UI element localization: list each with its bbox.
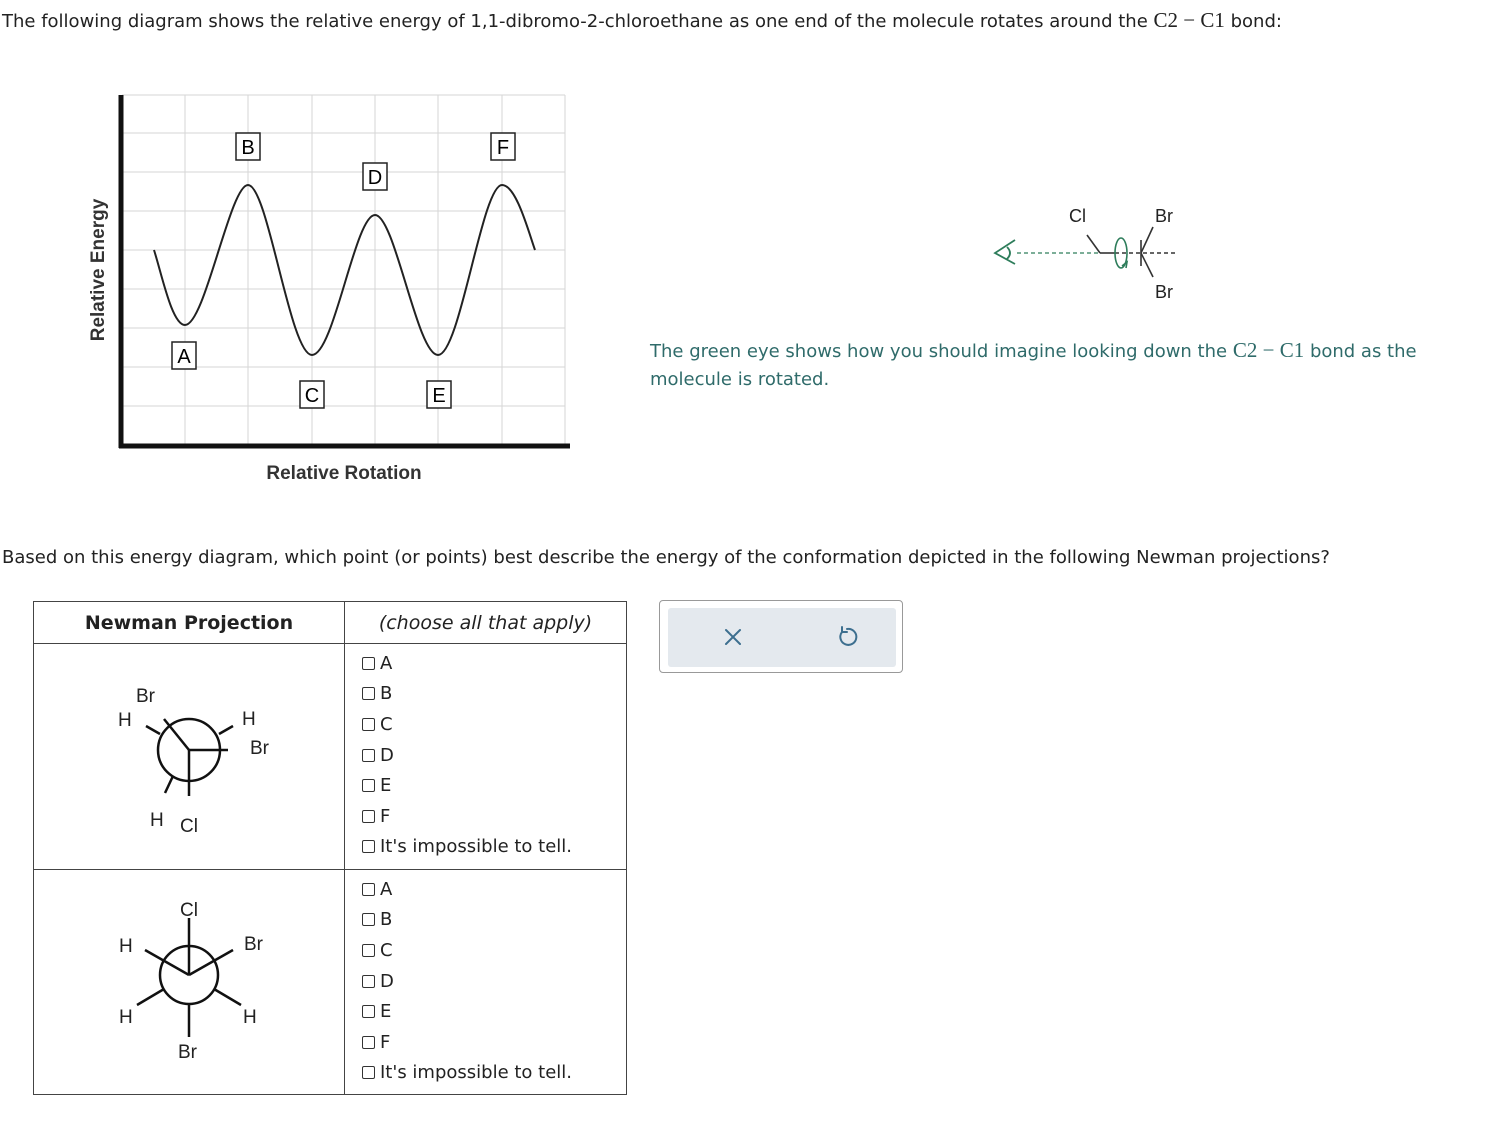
row2-choice-impossible[interactable]: It's impossible to tell. bbox=[362, 1058, 572, 1089]
svg-text:B: B bbox=[241, 137, 255, 159]
molecule-sketch bbox=[1087, 227, 1175, 277]
row1-choice-c[interactable]: C bbox=[362, 709, 572, 740]
svg-text:F: F bbox=[496, 137, 510, 159]
choices-group-2 bbox=[362, 874, 572, 1088]
undo-button[interactable] bbox=[832, 622, 862, 652]
rotation-sketch bbox=[985, 196, 1205, 311]
question-text: Based on this energy diagram, which point (or points) best describe the energy of the conformation depicted in the following Newman projections? bbox=[2, 547, 1330, 568]
undo-icon bbox=[840, 627, 856, 645]
energy-diagram bbox=[80, 90, 580, 490]
row-divider bbox=[34, 869, 626, 870]
checkbox[interactable] bbox=[362, 975, 375, 988]
newman-1-back-bottom: Cl bbox=[180, 816, 198, 837]
newman-1-back-top-left: H bbox=[118, 710, 132, 731]
point-label-a bbox=[172, 342, 196, 369]
newman-2-front-upper-left: H bbox=[119, 936, 133, 957]
x-axis-label: Relative Rotation bbox=[266, 463, 422, 484]
checkbox[interactable] bbox=[362, 687, 375, 700]
row2-choice-c[interactable]: C bbox=[362, 935, 572, 966]
row2-choice-e[interactable]: E bbox=[362, 996, 572, 1027]
checkbox[interactable] bbox=[362, 840, 375, 853]
checkbox[interactable] bbox=[362, 810, 375, 823]
checkbox[interactable] bbox=[362, 913, 375, 926]
point-label-b bbox=[236, 133, 260, 160]
answer-tools-bar bbox=[668, 608, 896, 667]
front-atom-label: Cl bbox=[1069, 206, 1086, 226]
point-label-d bbox=[363, 163, 387, 190]
row1-choice-b[interactable]: B bbox=[362, 679, 572, 710]
eye-note: The green eye shows how you should imagine looking down the C2 − C1 bond as the molecule is rotated. bbox=[650, 338, 1417, 390]
back-atom-label-bottom: Br bbox=[1155, 282, 1173, 302]
checkbox[interactable] bbox=[362, 1066, 375, 1079]
point-label-e bbox=[427, 381, 451, 408]
newman-2-front-top: Cl bbox=[180, 900, 198, 921]
choices-header: (choose all that apply) bbox=[378, 611, 593, 634]
checkbox[interactable] bbox=[362, 779, 375, 792]
row1-choice-e[interactable]: E bbox=[362, 770, 572, 801]
checkbox[interactable] bbox=[362, 657, 375, 670]
point-label-c bbox=[300, 381, 324, 408]
newman-2-front-upper-right: Br bbox=[244, 934, 263, 955]
header-divider bbox=[34, 643, 626, 644]
newman-projection-1 bbox=[34, 646, 344, 868]
newman-2-back-lower-right: H bbox=[243, 1007, 257, 1028]
column-divider bbox=[344, 602, 345, 1094]
row1-choice-impossible[interactable]: It's impossible to tell. bbox=[362, 832, 572, 863]
eye-icon bbox=[995, 240, 1015, 264]
point-label-f bbox=[491, 133, 515, 160]
checkbox[interactable] bbox=[362, 883, 375, 896]
checkbox[interactable] bbox=[362, 718, 375, 731]
checkbox[interactable] bbox=[362, 1036, 375, 1049]
newman-1-front-lower-left: H bbox=[150, 810, 164, 831]
checkbox[interactable] bbox=[362, 944, 375, 957]
svg-text:D: D bbox=[367, 167, 383, 189]
row2-choice-f[interactable]: F bbox=[362, 1027, 572, 1058]
choices-group-1 bbox=[362, 648, 572, 862]
newman-1-front-lower-right: Br bbox=[250, 738, 269, 759]
newman-header: Newman Projection bbox=[84, 611, 294, 634]
svg-text:E: E bbox=[432, 385, 446, 407]
row1-choice-f[interactable]: F bbox=[362, 801, 572, 832]
row1-choice-d[interactable]: D bbox=[362, 740, 572, 771]
intro-bond: C2 − C1 bbox=[1153, 8, 1225, 32]
back-atom-label-top: Br bbox=[1155, 206, 1173, 226]
clear-button[interactable] bbox=[718, 622, 748, 652]
row2-choice-a[interactable]: A bbox=[362, 874, 572, 905]
row2-choice-d[interactable]: D bbox=[362, 966, 572, 997]
svg-text:C: C bbox=[304, 385, 320, 407]
newman-projection-2 bbox=[34, 872, 344, 1094]
newman-2-back-lower-left: H bbox=[119, 1007, 133, 1028]
answer-tools bbox=[659, 600, 903, 673]
checkbox[interactable] bbox=[362, 749, 375, 762]
checkbox[interactable] bbox=[362, 1005, 375, 1018]
eye-note-bond: C2 − C1 bbox=[1232, 338, 1305, 362]
intro-text: The following diagram shows the relative energy of 1,1-dibromo-2-chloroethane as one end of the molecule rotates around the C2 − C1 bond: bbox=[2, 8, 1282, 32]
row2-choice-b[interactable]: B bbox=[362, 905, 572, 936]
y-axis-label: Relative Energy bbox=[88, 198, 109, 342]
answer-table bbox=[33, 601, 627, 1095]
newman-2-back-bottom: Br bbox=[178, 1042, 197, 1063]
svg-text:A: A bbox=[177, 346, 191, 368]
close-icon bbox=[726, 630, 740, 644]
newman-1-front-top: Br bbox=[136, 686, 155, 707]
newman-1-back-top-right: H bbox=[242, 709, 256, 730]
row1-choice-a[interactable]: A bbox=[362, 648, 572, 679]
